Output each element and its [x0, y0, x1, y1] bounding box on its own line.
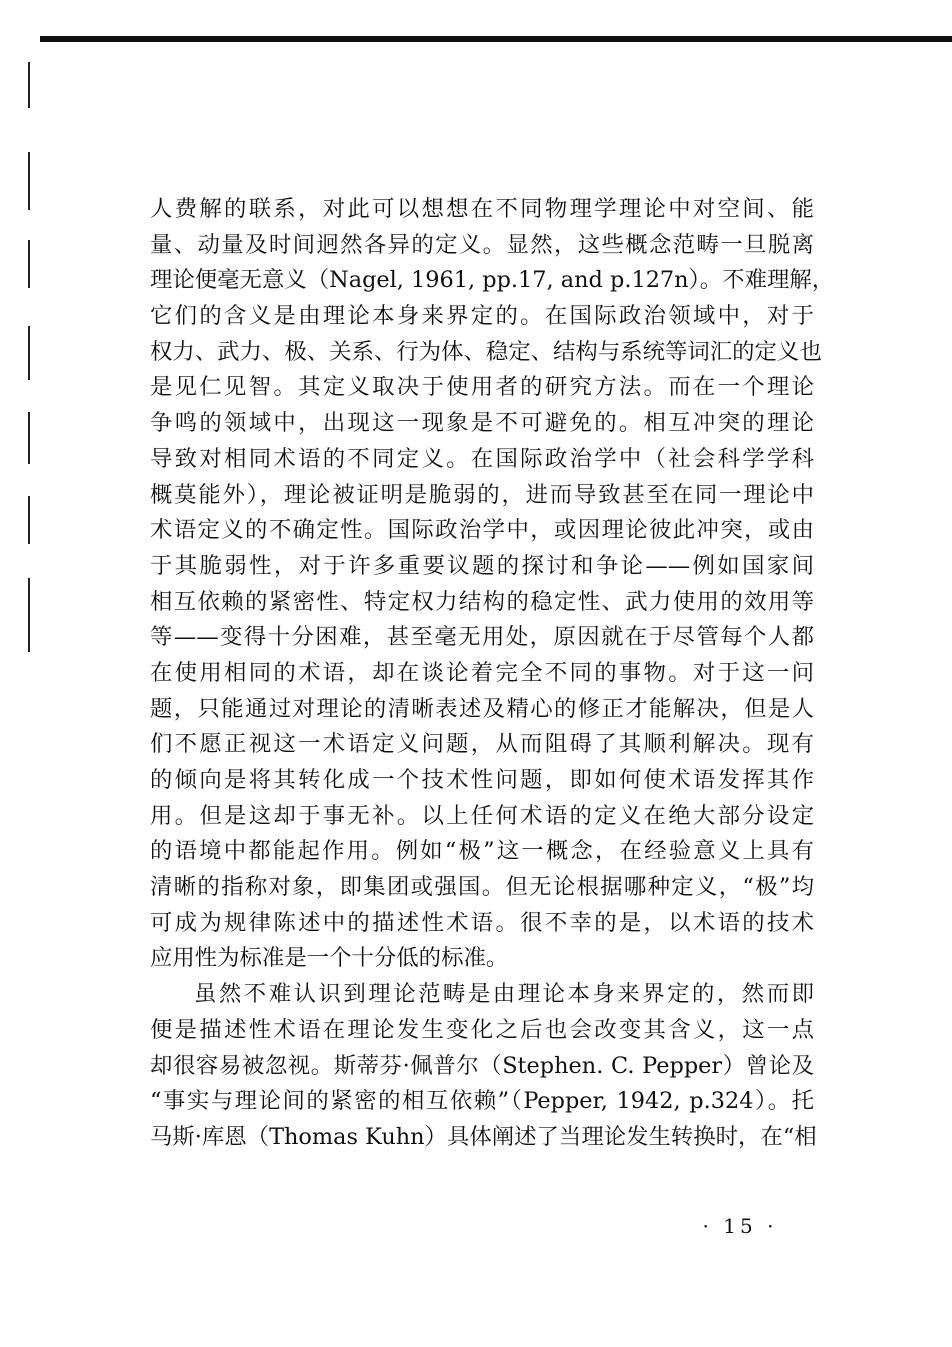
text-line: 虽然不难认识到理论范畴是由理论本身来界定的，然而即 — [194, 981, 814, 1008]
text-line: 是见仁见智。其定义取决于使用者的研究方法。而在一个理论 — [150, 374, 814, 401]
text-line: 等——变得十分困难，甚至毫无用处，原因就在于尽管每个人都 — [150, 624, 814, 651]
scan-line-4 — [28, 326, 30, 380]
text-line: 争鸣的领域中，出现这一现象是不可避免的。相互冲突的理论 — [150, 410, 814, 437]
text-line: 术语定义的不确定性。国际政治学中，或因理论彼此冲突，或由 — [150, 517, 814, 544]
text-line: 清晰的指称对象，即集团或强国。但无论根据哪种定义，“极”均 — [150, 874, 814, 901]
text-line: 应用性为标准是一个十分低的标准。 — [150, 945, 509, 972]
text-line: 马斯·库恩（Thomas Kuhn）具体阐述了当理论发生转换时，在“相 — [150, 1123, 817, 1150]
paragraph-2 — [150, 977, 817, 1155]
scan-line-3 — [28, 240, 30, 288]
text-line: 题，只能通过对理论的清晰表述及精心的修正才能解决，但是人 — [150, 695, 814, 722]
text-line: 的语境中都能起作用。例如“极”这一概念，在经验意义上具有 — [150, 838, 814, 865]
text-line: 的倾向是将其转化成一个技术性问题，即如何使术语发挥其作 — [150, 767, 814, 793]
text-line: 便是描述性术语在理论发生变化之后也会改变其含义，这一点 — [150, 1016, 814, 1043]
text-line: 导致对相同术语的不同定义。在国际政治学中（社会科学学科 — [150, 445, 814, 472]
scan-line-6 — [28, 496, 30, 544]
text-line: 在使用相同的术语，却在谈论着完全不同的事物。对于这一问 — [150, 659, 814, 686]
body-text — [150, 192, 835, 1156]
scan-line-1 — [28, 62, 30, 108]
text-line: “事实与理论间的紧密的相互依赖”（Pepper, 1942, p.324）。托 — [150, 1088, 814, 1115]
text-line: 相互依赖的紧密性、特定权力结构的稳定性、武力使用的效用等 — [150, 588, 814, 615]
text-line: 于其脆弱性，对于许多重要议题的探讨和争论——例如国家间 — [150, 552, 814, 579]
text-line: 却很容易被忽视。斯蒂芬·佩普尔（Stephen. C. Pepper）曾论及 — [150, 1052, 814, 1079]
scan-line-2 — [28, 152, 30, 210]
paragraph-1 — [150, 192, 835, 977]
scan-line-8 — [28, 612, 30, 652]
text-line: 们不愿正视这一术语定义问题，从而阻碍了其顺利解决。现有 — [150, 731, 814, 758]
text-line: 用。但是这却于事无补。以上任何术语的定义在绝大部分设定 — [150, 802, 814, 829]
top-rule — [40, 36, 952, 42]
text-line: 可成为规律陈述中的描述性术语。很不幸的是，以术语的技术 — [150, 909, 814, 936]
text-line: 它们的含义是由理论本身来界定的。在国际政治领域中，对于 — [150, 303, 814, 330]
text-line: 概莫能外），理论被证明是脆弱的，进而导致甚至在同一理论中 — [150, 481, 814, 508]
text-line: 权力、武力、极、关系、行为体、稳定、结构与系统等词汇的定义也 — [150, 338, 822, 365]
text-line: 理论便毫无意义（Nagel, 1961, pp.17, and p.127n）。不难理解， — [150, 267, 835, 294]
text-line: 量、动量及时间迥然各异的定义。显然，这些概念范畴一旦脱离 — [150, 231, 814, 258]
scan-line-5 — [28, 412, 30, 464]
text-line: 人费解的联系，对此可以想想在不同物理学理论中对空间、能 — [150, 196, 814, 222]
page-number: · 15 · — [702, 1214, 778, 1238]
